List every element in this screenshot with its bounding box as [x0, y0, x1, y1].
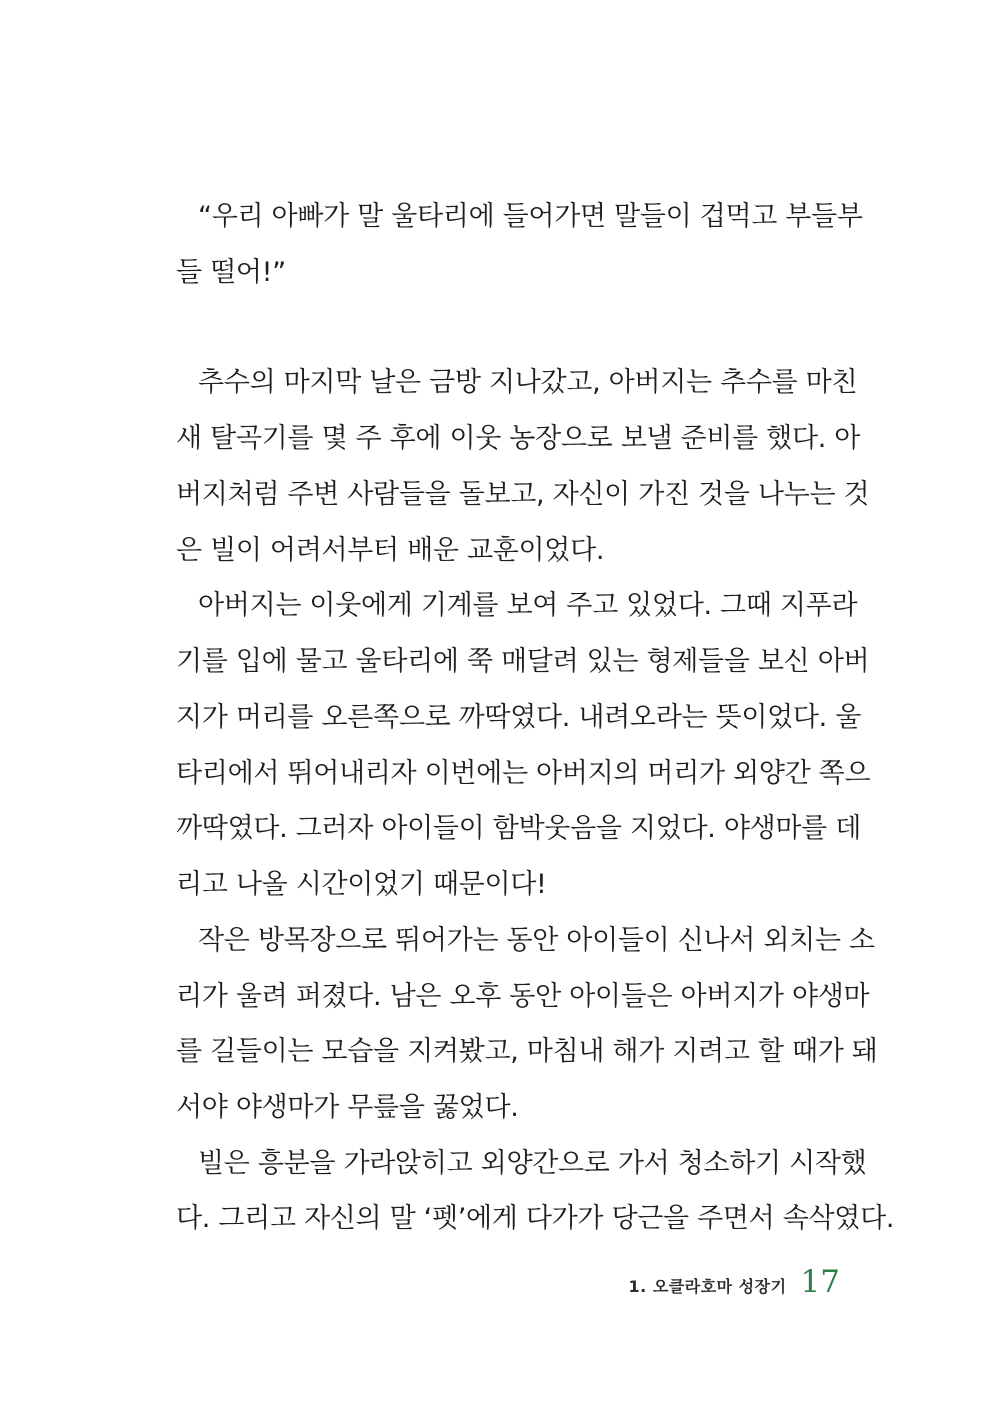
paragraph-line: 를 길들이는 모습을 지켜봤고, 마침내 해가 지려고 할 때가 돼: [176, 1036, 878, 1067]
paragraph-line: 작은 방목장으로 뛰어가는 동안 아이들이 신나서 외치는 소: [198, 925, 875, 956]
paragraph-line: 서야 야생마가 무릎을 꿇었다.: [176, 1092, 519, 1123]
paragraph-line: 추수의 마지막 날은 금방 지나갔고, 아버지는 추수를 마친: [198, 367, 858, 398]
paragraph-line: 새 탈곡기를 몇 주 후에 이웃 농장으로 보낼 준비를 했다. 아: [176, 423, 861, 454]
paragraph-line: 리고 나올 시간이었기 때문이다!: [176, 869, 547, 900]
chapter-title: 1. 오클라호마 성장기: [628, 1277, 787, 1296]
paragraph-line: 은 빌이 어려서부터 배운 교훈이었다.: [176, 535, 605, 566]
paragraph-line: 까딱였다. 그러자 아이들이 함박웃음을 지었다. 야생마를 데: [176, 813, 862, 844]
page-footer: [629, 1264, 840, 1304]
paragraph-line: 다. 그리고 자신의 말 ‘펫’에게 다가가 당근을 주면서 속삭였다.: [176, 1203, 895, 1234]
paragraph-line: 기를 입에 물고 울타리에 쭉 매달려 있는 형제들을 보신 아버: [176, 646, 870, 677]
dialogue-line: “우리 아빠가 말 울타리에 들어가면 말들이 겁먹고 부들부: [198, 201, 863, 232]
paragraph-line: 타리에서 뛰어내리자 이번에는 아버지의 머리가 외양간 쪽으: [176, 758, 871, 789]
paragraph-line: 버지처럼 주변 사람들을 돌보고, 자신이 가진 것을 나누는 것: [176, 479, 870, 510]
page-number: 17: [800, 1264, 840, 1300]
paragraph-line: 아버지는 이웃에게 기계를 보여 주고 있었다. 그때 지푸라: [198, 590, 858, 621]
paragraph-line: 지가 머리를 오른쪽으로 까딱였다. 내려오라는 뜻이었다. 울: [176, 702, 862, 733]
paragraph-line: 빌은 흥분을 가라앉히고 외양간으로 가서 청소하기 시작했: [198, 1148, 867, 1179]
paragraph-line: 리가 울려 퍼졌다. 남은 오후 동안 아이들은 아버지가 야생마: [176, 981, 870, 1012]
dialogue-line: 들 떨어!”: [176, 257, 286, 288]
